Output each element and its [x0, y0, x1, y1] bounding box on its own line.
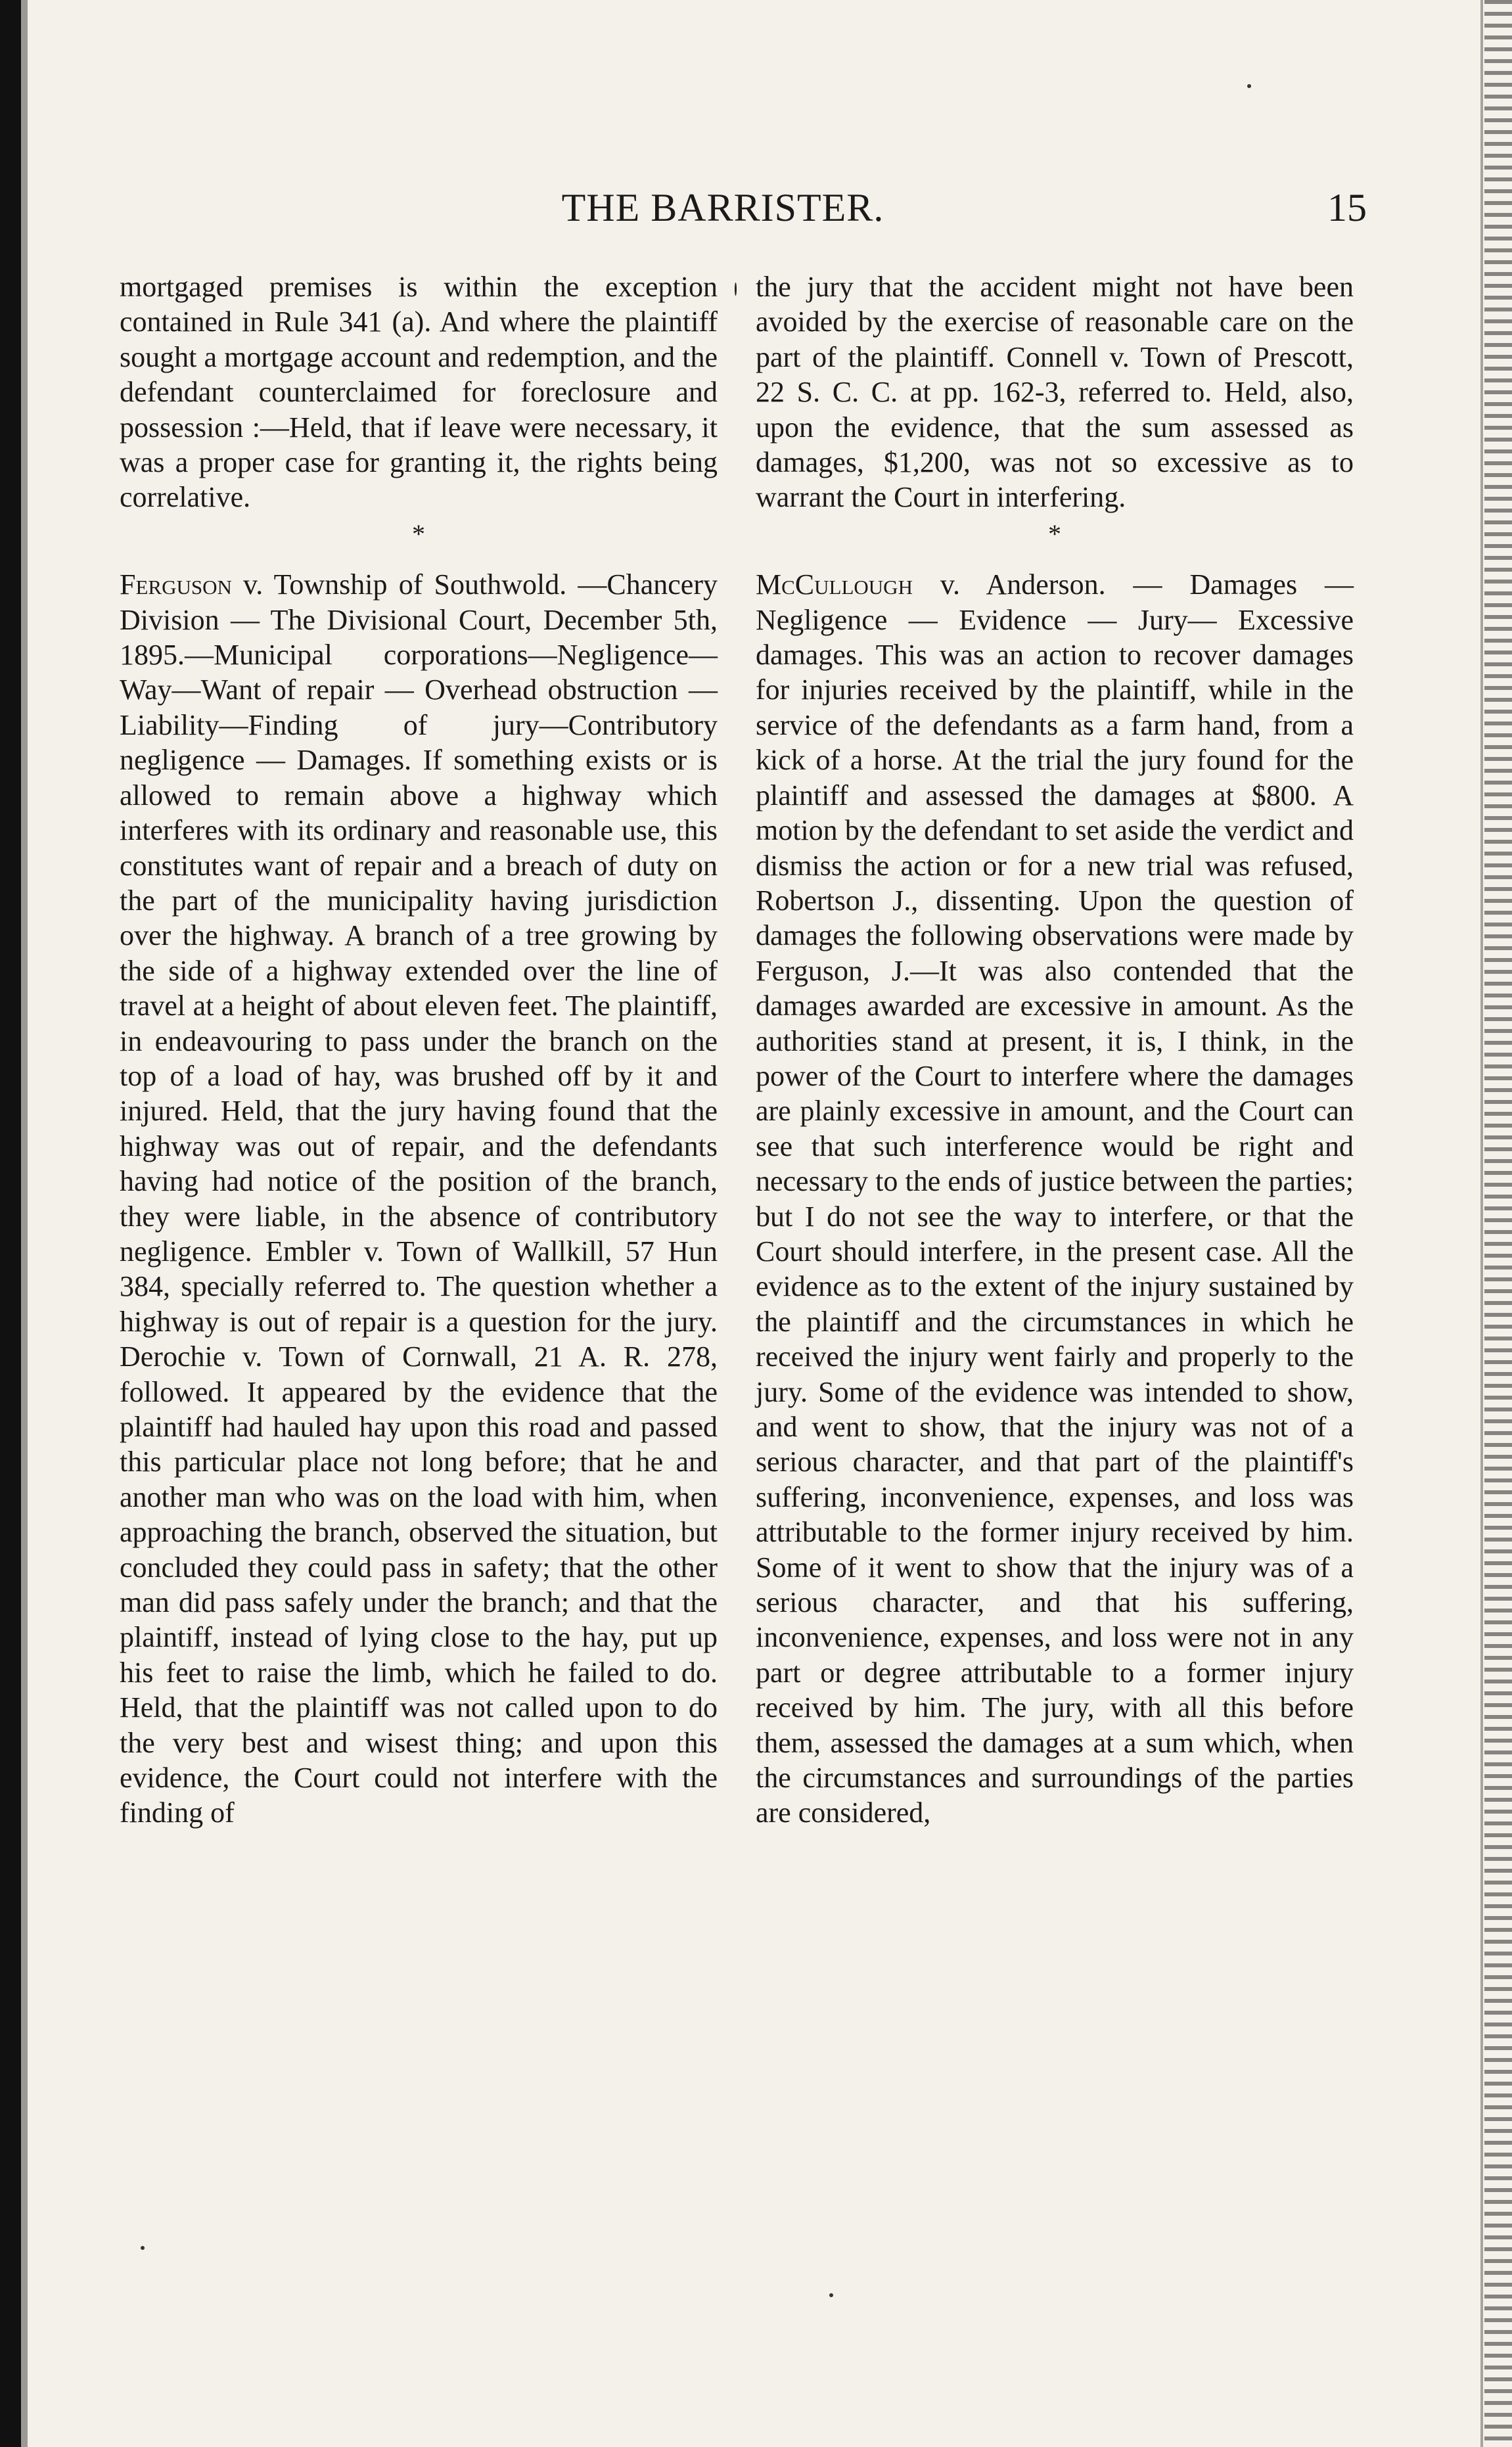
case-text: v. Township of Southwold. —Chancery Division — The Divisional Court, December 5th, 1895.—Municipal corporations—Negligence—Way—Want of repair — Overhead obstruction — Liability—Finding of jury—Contributory negligence — Damages. If something exists or is allowed to remain above a highway which interferes with its ordinary and reasonable use, this constitutes want of repair and a breach of duty on the part of the municipality having jurisdiction over the highway. A branch of a tree growing by the side of a highway extended over the line of travel at a height of about eleven feet. The plaintiff, in endeavouring to pass under the branch on the top of a load of hay, was brushed off by it and injured. Held, that the jury having found that the highway was out of repair, and the defendants having had notice of the position of the branch, they were liable, in the absence of contributory negligence. Embler v. Town of Wallkill, 57 Hun 384, specially referred to. The question whether a highway is out of repair is a question for the jury. Derochie v. Town of Cornwall, 21 A. R. 278, followed. It appeared by the evidence that the plaintiff had hauled hay upon this road and passed this particular place not long before; that he and another man who was on the load with him, when approaching the branch, observed the situation, but concluded they could pass in safety; that the other man did pass safely under the branch; and that the plaintiff, instead of lying close to the hay, put up his feet to raise the limb, which he failed to do. Held, that the plaintiff was not called upon to do the very best and wisest thing; and upon this evidence, the Court could not interfere with the finding of: [120, 568, 718, 1829]
running-header: [79, 185, 1367, 244]
page-edge-line: [1480, 0, 1483, 2447]
binding-shadow: [0, 0, 21, 2447]
case-name: McCullough: [756, 568, 913, 601]
binding-edge: [21, 0, 28, 2447]
scan-speck: [141, 2246, 145, 2250]
section-separator: *: [1048, 518, 1061, 549]
left-paragraph-2: [120, 567, 718, 1831]
case-name: Ferguson: [120, 568, 232, 601]
left-paragraph-1: mortgaged premises is within the exception contained in Rule 341 (a). And where the plaintiff sought a mortgage account and redemption, and the defendant counterclaimed for foreclosure and possession :—Held, that if leave were necessary, it was a proper case for granting it, the rights being correlative.: [120, 271, 718, 514]
section-separator: *: [412, 518, 425, 549]
scan-speck: [1247, 84, 1251, 88]
right-paragraph-1: the jury that the accident might not have been avoided by the exercise of reasonable care on the part of the plaintiff. Connell v. Town of Prescott, 22 S. C. C. at pp. 162-3, referred to. Held, also, upon the evidence, that the sum assessed as damages, $1,200, was not so excessive as to warrant the Court in interfering.: [756, 271, 1354, 514]
left-column: [120, 269, 718, 1831]
right-column: [756, 269, 1354, 1831]
scan-speck: [829, 2293, 833, 2297]
page-number: 15: [1327, 186, 1367, 229]
column-mark: [735, 283, 737, 296]
case-text: v. Anderson. — Damages — Negligence — Evidence — Jury— Excessive damages. This was an action to recover damages for injuries received by the plaintiff, while in the service of the defendants as a farm hand, from a kick of a horse. At the trial the jury found for the plaintiff and assessed the damages at $800. A motion by the defendant to set aside the verdict and dismiss the action or for a new trial was refused, Robertson J., dissenting. Upon the question of damages the following observations were made by Ferguson, J.—It was also contended that the damages awarded are excessive in amount. As the authorities stand at present, it is, I think, in the power of the Court to interfere where the damages are plainly excessive in amount, and the Court can see that such interference would be right and necessary to the ends of justice between the parties; but I do not see the way to interfere, or that the Court should interfere, in the present case. All the evidence as to the extent of the injury sustained by the plaintiff and the circumstances in which he received the injury went fairly and properly to the jury. Some of the evidence was intended to show, and went to show, that the injury was not of a serious character, and that part of the plaintiff's suffering, inconvenience, expenses, and loss was attributable to the former injury received by him. Some of it went to show that the injury was of a serious character, and that his suffering, inconvenience, expenses, and loss were not in any part or degree attributable to a former injury received by him. The jury, with all this before them, assessed the damages at a sum which, when the circumstances and surroundings of the parties are considered,: [756, 568, 1354, 1829]
page-edge-right: [1484, 0, 1512, 2447]
journal-title: THE BARRISTER.: [561, 186, 884, 229]
right-paragraph-2: [756, 567, 1354, 1831]
